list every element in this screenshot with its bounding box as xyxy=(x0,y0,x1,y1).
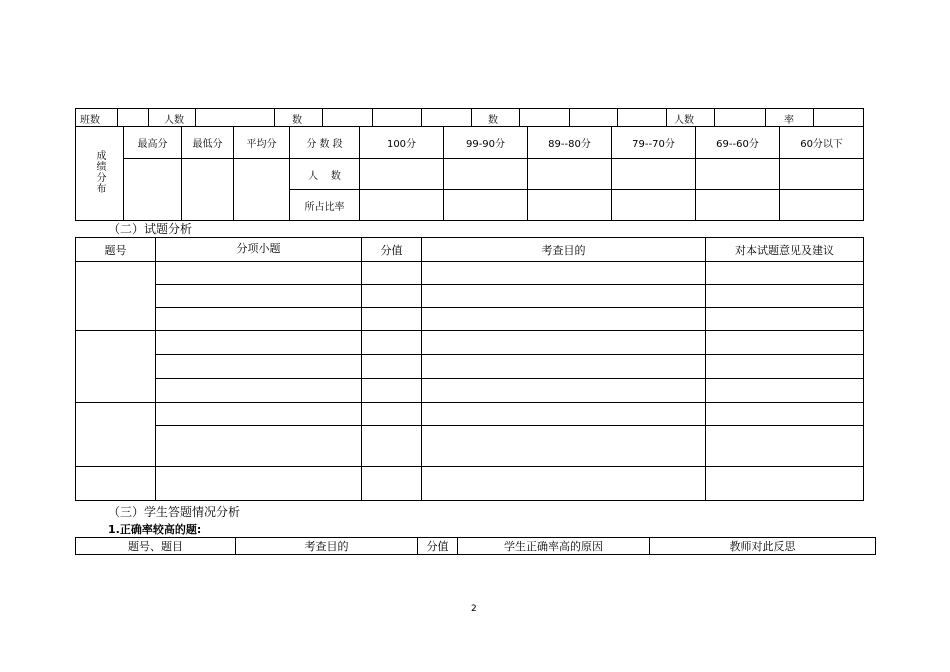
question-analysis-header xyxy=(76,238,864,262)
table-cell[interactable] xyxy=(422,285,706,308)
divider xyxy=(519,109,520,126)
highest-score-header: 最高分 xyxy=(124,127,182,159)
question-analysis-table xyxy=(75,237,864,501)
section-3-title: （三）学生答题情况分析 xyxy=(108,505,241,519)
range-69-60-header: 69--60分 xyxy=(696,127,780,159)
table-cell[interactable] xyxy=(696,159,780,190)
table-cell[interactable] xyxy=(156,308,362,331)
high-accuracy-reason-header: 学生正确率高的原因 xyxy=(458,538,650,555)
divider xyxy=(274,109,275,126)
range-below-60-header: 60分以下 xyxy=(780,127,864,159)
table-cell[interactable] xyxy=(360,190,444,221)
table-cell[interactable] xyxy=(156,355,362,379)
table-cell[interactable] xyxy=(422,262,706,285)
question-number-cell[interactable] xyxy=(76,467,156,501)
table-cell[interactable] xyxy=(528,190,612,221)
average-score-cell[interactable] xyxy=(234,159,290,221)
section-3-subtitle: 1.正确率较高的题: xyxy=(108,523,202,536)
table-cell[interactable] xyxy=(362,262,422,285)
table-row xyxy=(76,308,864,331)
table-cell[interactable] xyxy=(362,331,422,355)
table-cell[interactable] xyxy=(362,403,422,426)
divider xyxy=(569,109,570,126)
divider xyxy=(813,109,814,126)
class-count-label: 班数 xyxy=(80,115,100,126)
table-cell[interactable] xyxy=(156,285,362,308)
average-score-header: 平均分 xyxy=(234,127,290,159)
score-distribution-table xyxy=(75,108,864,221)
table-row xyxy=(76,262,864,285)
question-number-cell[interactable] xyxy=(76,262,156,331)
count-row xyxy=(76,159,864,190)
table-cell[interactable] xyxy=(706,379,864,403)
teacher-reflection-header: 教师对此反思 xyxy=(650,538,876,555)
table-cell[interactable] xyxy=(706,355,864,379)
score-header-row xyxy=(76,127,864,159)
divider xyxy=(148,109,149,126)
divider xyxy=(195,109,196,126)
table-cell[interactable] xyxy=(156,262,362,285)
divider xyxy=(372,109,373,126)
table-cell[interactable] xyxy=(706,285,864,308)
table-cell[interactable] xyxy=(706,262,864,285)
lowest-score-header: 最低分 xyxy=(182,127,234,159)
count-row-label: 人 数 xyxy=(290,159,360,190)
table-cell[interactable] xyxy=(528,159,612,190)
table-cell[interactable] xyxy=(362,308,422,331)
divider xyxy=(421,109,422,126)
table-cell[interactable] xyxy=(156,403,362,426)
question-title-header: 题号、题目 xyxy=(76,538,236,555)
highest-score-cell[interactable] xyxy=(124,159,182,221)
table-cell[interactable] xyxy=(706,403,864,426)
range-99-90-header: 99-90分 xyxy=(444,127,528,159)
table-cell[interactable] xyxy=(156,379,362,403)
section-2-title: （二）试题分析 xyxy=(108,222,193,236)
table-row xyxy=(76,331,864,355)
rate-label: 率 xyxy=(784,115,794,126)
range-89-80-header: 89--80分 xyxy=(528,127,612,159)
table-cell[interactable] xyxy=(422,467,706,501)
range-79-70-header: 79--70分 xyxy=(612,127,696,159)
table-cell[interactable] xyxy=(612,159,696,190)
count-label: 数 xyxy=(292,115,302,126)
table-cell[interactable] xyxy=(422,379,706,403)
table-cell[interactable] xyxy=(706,308,864,331)
table-row xyxy=(76,379,864,403)
table-cell[interactable] xyxy=(422,403,706,426)
score-value-header: 分值 xyxy=(418,538,458,555)
high-accuracy-table xyxy=(75,537,876,555)
table-cell[interactable] xyxy=(422,426,706,467)
table-cell[interactable] xyxy=(422,331,706,355)
student-count-label: 人数 xyxy=(164,115,184,126)
question-number-header: 题号 xyxy=(76,238,156,262)
table-cell[interactable] xyxy=(362,426,422,467)
table-cell[interactable] xyxy=(706,467,864,501)
exam-purpose-header: 考查目的 xyxy=(422,238,706,262)
table-row xyxy=(76,426,864,467)
table-cell[interactable] xyxy=(422,355,706,379)
table-cell[interactable] xyxy=(612,190,696,221)
question-number-cell[interactable] xyxy=(76,403,156,467)
table-cell[interactable] xyxy=(362,285,422,308)
divider xyxy=(322,109,323,126)
table-cell[interactable] xyxy=(156,467,362,501)
table-cell[interactable] xyxy=(360,159,444,190)
class-info-row xyxy=(76,109,864,127)
divider xyxy=(666,109,667,126)
count-label: 数 xyxy=(488,115,498,126)
table-cell[interactable] xyxy=(780,159,864,190)
table-row xyxy=(76,355,864,379)
student-count-label: 人数 xyxy=(674,115,694,126)
divider xyxy=(617,109,618,126)
table-cell[interactable] xyxy=(706,331,864,355)
table-cell[interactable] xyxy=(156,331,362,355)
table-cell[interactable] xyxy=(696,190,780,221)
table-cell[interactable] xyxy=(156,426,362,467)
question-number-cell[interactable] xyxy=(76,331,156,403)
high-accuracy-header xyxy=(76,538,876,555)
divider xyxy=(765,109,766,126)
table-cell[interactable] xyxy=(362,467,422,501)
ratio-row-label: 所占比率 xyxy=(290,190,360,221)
table-cell[interactable] xyxy=(362,355,422,379)
table-cell[interactable] xyxy=(706,426,864,467)
exam-purpose-header: 考查目的 xyxy=(236,538,418,555)
score-distribution-side-label: 成绩分布 xyxy=(76,127,124,221)
opinions-suggestions-header: 对本试题意见及建议 xyxy=(706,238,864,262)
divider xyxy=(714,109,715,126)
score-value-header: 分值 xyxy=(362,238,422,262)
page-number: 2 xyxy=(471,604,477,614)
divider xyxy=(117,109,118,126)
table-row xyxy=(76,403,864,426)
table-row xyxy=(76,285,864,308)
range-100-header: 100分 xyxy=(360,127,444,159)
score-range-header: 分 数 段 xyxy=(290,127,360,159)
lowest-score-cell[interactable] xyxy=(182,159,234,221)
table-cell[interactable] xyxy=(422,308,706,331)
table-row xyxy=(76,467,864,501)
table-cell[interactable] xyxy=(444,190,528,221)
table-cell[interactable] xyxy=(780,190,864,221)
table-cell[interactable] xyxy=(444,159,528,190)
divider xyxy=(471,109,472,126)
table-cell[interactable] xyxy=(362,379,422,403)
sub-question-header: 分项小题 xyxy=(156,238,362,262)
